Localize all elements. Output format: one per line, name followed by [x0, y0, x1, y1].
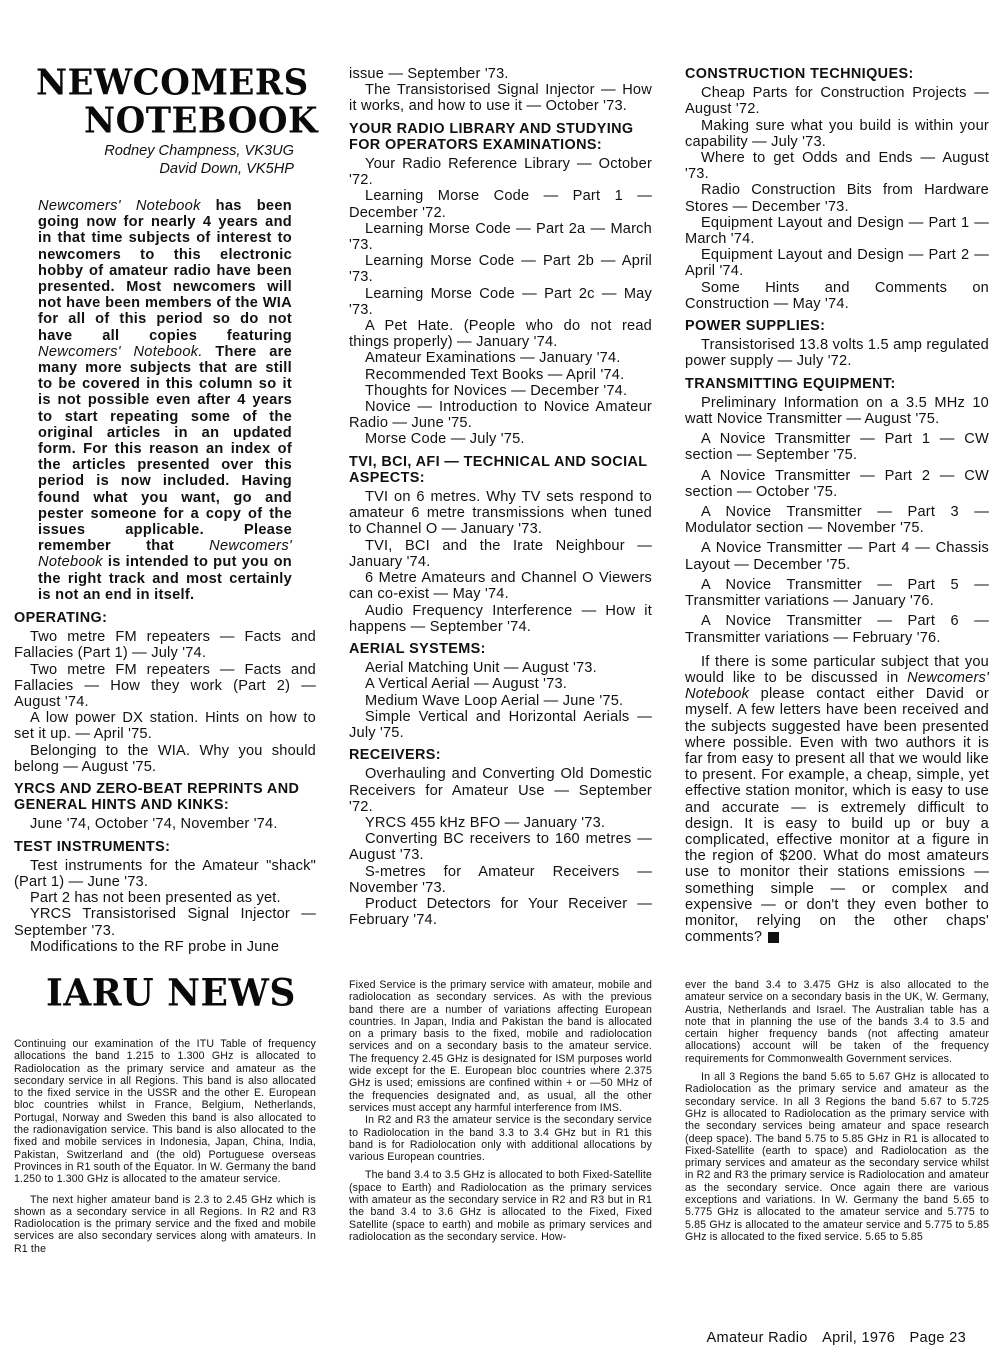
column-2 — [349, 66, 652, 928]
list-item: Thoughts for Novices — December '74. — [365, 382, 628, 399]
list-item: Modifications to the RF probe in June — [30, 938, 280, 955]
list-item: Learning Morse Code — Part 1 — December '72. — [349, 188, 652, 221]
list-item: Audio Frequency Interference — How it happens — September '74. — [349, 602, 652, 635]
intro-italic-1: Newcomers' Notebook — [38, 198, 201, 214]
list-item: Transistorised 13.8 volts 1.5 amp regulated power supply — July '72. — [685, 337, 989, 370]
intro-italic-2: Newcomers' Notebook. — [38, 343, 203, 360]
list-item: Converting BC receivers to 160 metres — August '73. — [349, 831, 652, 864]
list-item: A Novice Transmitter — Part 6 — Transmitter variations — February '76. — [685, 613, 989, 646]
article-title-line1: NEWCOMERS — [36, 62, 309, 104]
article-title-line2: NOTEBOOK — [84, 100, 319, 142]
end-mark-icon — [768, 932, 779, 943]
byline — [100, 142, 294, 178]
list-item: June '74, October '74, November '74. — [30, 816, 278, 833]
section-aerial-systems: AERIAL SYSTEMS: — [349, 640, 486, 657]
iaru-column-3 — [685, 979, 989, 1243]
list-item: Morse Code — July '75. — [365, 431, 525, 448]
list-item: A Novice Transmitter — Part 1 — CW section — September '75. — [685, 431, 989, 464]
iaru-column-1 — [14, 1038, 316, 1255]
closing-italic: Newcomers' Notebook — [685, 669, 989, 703]
list-item: Where to get Odds and Ends — August '73. — [685, 150, 989, 183]
list-item: YRCS 455 kHz BFO — January '73. — [365, 814, 606, 831]
section-transmitting: TRANSMITTING EQUIPMENT: — [685, 375, 896, 392]
iaru-paragraph: The next higher amateur band is 2.3 to 2.45 GHz which is shown as a secondary service in all Regions. In R2 and R3 Radiolocation is the primary service and the fixed and mobile services are also secondary services along with amateurs. In R1 the — [14, 1193, 316, 1255]
column-3 — [685, 66, 989, 945]
list-item: A Vertical Aerial — August '73. — [365, 676, 568, 693]
section-operating: OPERATING: — [14, 610, 108, 626]
section-test-instruments: TEST INSTRUMENTS: — [14, 838, 171, 855]
list-item: Two metre FM repeaters — Facts and Fallacies (Part 1) — July '74. — [14, 629, 316, 662]
list-item: A Novice Transmitter — Part 2 — CW section — October '75. — [685, 467, 989, 500]
section-radio-library: YOUR RADIO LIBRARY AND STUDYING FOR OPERATORS EXAMINATIONS: — [349, 120, 634, 153]
list-item: Making sure what you build is within your capability — July '73. — [685, 117, 989, 150]
list-item: Recommended Text Books — April '74. — [365, 366, 625, 383]
list-item: Amateur Examinations — January '74. — [365, 350, 621, 367]
closing-text-2: please contact either David or myself. A few letters have been received and the subjects suggested have been presented where possible. Even with two authors it is far from easy to present all that we would like to present. For example, a cheap, simple, yet effective station monitor, which is easy to use and accurate — is extremely difficult to design. It is easy to build up or buy a complicated, effective monitor at a figure in the region of $200. What do most amateurs use to monitor their stations emissions — something simple — or complex and expensive — or don't they even bother to monitor, relying on the other chaps' comments? — [685, 686, 989, 946]
column-1 — [14, 604, 316, 955]
footer-date: April, 1976 — [822, 1330, 896, 1346]
list-item: A Novice Transmitter — Part 5 — Transmitter variations — January '76. — [685, 576, 989, 610]
list-item: A Novice Transmitter — Part 3 — Modulator section — November '75. — [685, 504, 989, 537]
author-1: Rodney Champness, VK3UG — [104, 143, 294, 159]
section-yrcs: YRCS AND ZERO-BEAT REPRINTS AND GENERAL HINTS AND KINKS: — [14, 781, 300, 814]
list-item: Learning Morse Code — Part 2c — May '73. — [349, 285, 652, 318]
list-item: Equipment Layout and Design — Part 1 — March '74. — [685, 214, 989, 248]
list-item: Equipment Layout and Design — Part 2 — April '74. — [685, 247, 989, 280]
list-item: TVI on 6 metres. Why TV sets respond to amateur 6 metre transmissions when tuned to Channel O — January '73. — [349, 489, 652, 538]
list-item: A low power DX station. Hints on how to set it up. — April '75. — [14, 710, 316, 743]
list-item: Test instruments for the Amateur "shack" (Part 1) — June '73. — [14, 857, 316, 891]
intro-text-3: is intended to put you on the right track and most certainly is not an end in itself. — [38, 554, 292, 603]
iaru-paragraph: The band 3.4 to 3.5 GHz is allocated to both Fixed-Satellite (space to Earth) and Radiolocation as the primary services with amateur as the secondary service in R2 and R3 but in R1 the band 3.4 to 3.6 GHz is allocated to the Fixed, Fixed Satellite (space to earth) and mobile as primary services and radiolocation as the secondary service. How- — [349, 1169, 652, 1243]
list-item: Aerial Matching Unit — August '73. — [365, 660, 597, 677]
iaru-paragraph: In R2 and R3 the amateur service is the secondary service to Radiolocation in the band 3.3 to 3.4 GHz but in R1 this band is for Radiolocation only with additional allocations by various European countries. — [349, 1114, 652, 1164]
section-tvi: TVI, BCI, AFI — TECHNICAL AND SOCIAL ASPECTS: — [349, 453, 648, 486]
list-item: Radio Construction Bits from Hardware Stores — December '73. — [685, 182, 989, 215]
list-item: Simple Vertical and Horizontal Aerials — July '75. — [349, 708, 652, 741]
iaru-paragraph: Fixed Service is the primary service with amateur, mobile and radiolocation as secondary services. As with the previous band there are a number of variations affecting European countries. In Japan, India and Pakistan the band is allocated on a primary basis to the fixed, mobile and radiolocation services and on a secondary basis to the amateur service. The frequency 2.45 GHz is designated for ISM purposes world wide except for the E. European bloc countries where 2.375 GHz is used; emissions are confined within + or —50 MHz of the frequencies designated and, as usual, all the other services must accept any harmful interference from IMS. — [349, 979, 652, 1114]
list-item: Medium Wave Loop Aerial — June '75. — [365, 692, 624, 709]
list-item: Part 2 has not been presented as yet. — [30, 890, 281, 907]
iaru-column-2 — [349, 979, 652, 1243]
list-item: YRCS Transistorised Signal Injector — September '73. — [14, 906, 316, 939]
closing-paragraph — [685, 654, 989, 946]
list-item: Preliminary Information on a 3.5 MHz 10 watt Novice Transmitter — August '75. — [685, 394, 989, 428]
iaru-title: IARU NEWS — [46, 970, 296, 1016]
list-item: Your Radio Reference Library — October '72. — [349, 156, 652, 189]
list-item: issue — September '73. — [349, 66, 509, 82]
list-item: Novice — Introduction to Novice Amateur Radio — June '75. — [349, 399, 652, 432]
closing-text-1: If there is some particular subject that you would like to be discussed in — [685, 653, 989, 686]
list-item: A Pet Hate. (People who do not read things properly) — January '74. — [349, 318, 652, 351]
list-item: A Novice Transmitter — Part 4 — Chassis Layout — December '75. — [685, 540, 989, 573]
page-footer — [696, 1330, 966, 1346]
list-item: Product Detectors for Your Receiver — February '74. — [349, 895, 652, 929]
iaru-paragraph: In all 3 Regions the band 5.65 to 5.67 GHz is allocated to Radiolocation as the primary service and amateur as the secondary service. In all 3 Regions the band 5.67 to 5.725 GHz is allocated to Radiolocation as the primary service with the secondary services being amateur and space research (deep space). The band 5.75 to 5.85 GHz in R1 is allocated to Fixed-Satellite (earth to space) and Radiolocation as the primary services and amateur as the secondary service whilst in R2 and R3 the primary service is Radiolocation and amateur as the secondary service. Once again there are various exceptions and variations. In W. Germany the band 5.65 to 5.775 GHz is allocated to the amateur service and 5.775 to 5.85 GHz is allocated to the amateur service and 5.775 to 5.85 GHz is allocated to the fixed service. 5.65 to 5.85 — [685, 1071, 989, 1243]
list-item: Some Hints and Comments on Construction — May '74. — [685, 279, 989, 312]
list-item: S-metres for Amateur Receivers — November '73. — [349, 863, 652, 896]
list-item: Belonging to the WIA. Why you should belong — August '75. — [14, 742, 316, 775]
list-item: Learning Morse Code — Part 2b — April '73. — [349, 253, 652, 286]
intro-paragraph — [38, 198, 292, 603]
section-construction: CONSTRUCTION TECHNIQUES: — [685, 66, 914, 82]
intro-text-1: has been going now for nearly 4 years and in that time subjects of interest to newcomers to this electronic hobby of amateur radio have been presented. Most newcomers will not have been members of the WIA for all of this period so do not have all copies featuring — [38, 198, 292, 344]
list-item: The Transistorised Signal Injector — How it works, and how to use it — October '73. — [349, 82, 652, 115]
list-item: Learning Morse Code — Part 2a — March '73. — [349, 220, 652, 254]
footer-magazine: Amateur Radio — [706, 1330, 808, 1346]
list-item: 6 Metre Amateurs and Channel O Viewers can co-exist — May '74. — [349, 570, 652, 603]
iaru-paragraph: ever the band 3.4 to 3.475 GHz is also allocated to the amateur service on a secondary basis in the UK, W. Germany, Austria, Netherlands and Israel. The Australian table has a note that in planning the use of the bands 3.4 to 3.5 and certain higher frequency bands (not affecting amateur allocations) account will be taken of the frequency requirements for Commonwealth Government services. — [685, 979, 989, 1065]
intro-text-2: There are many more subjects that are still to be covered in this column so it is not possible even after 4 years to start repeating some of the original articles in an updated form. For this reason an index of the articles presented over this period is now included. Having found what you want, go and pester someone for a copy of the issues applicable. Please remember that — [38, 343, 293, 555]
footer-page-number: Page 23 — [909, 1330, 966, 1346]
section-power-supplies: POWER SUPPLIES: — [685, 318, 826, 335]
intro-italic-3: Newcomers' Notebook — [38, 538, 292, 571]
author-2: David Down, VK5HP — [159, 161, 294, 177]
list-item: Cheap Parts for Construction Projects — August '72. — [685, 85, 989, 118]
list-item: Two metre FM repeaters — Facts and Fallacies — How they work (Part 2) — August '74. — [14, 661, 316, 711]
list-item: Overhauling and Converting Old Domestic Receivers for Amateur Use — September '72. — [349, 766, 652, 815]
iaru-paragraph: Continuing our examination of the ITU Table of frequency allocations the band 1.215 to 1.300 GHz is allocated to Radiolocation as the primary service and amateur as the secondary service in all Regions. This band is also allocated to the fixed service in the USSR and the other E. European bloc countries whilst in France, Belgium, Netherlands, Portugal, Norway and Sweden this band is also allocated to the radionavigation service. This band is also allocated to the fixed and mobile services in Indonesia, Japan, China, India, Pakistan, Switzerland and (the old) Portuguese overseas Provinces in R1 south of the Equator. In W. Germany the band 1.250 to 1.300 GHz is allocated to the amateur service. — [14, 1038, 316, 1186]
list-item: TVI, BCI and the Irate Neighbour — January '74. — [349, 537, 652, 570]
section-receivers: RECEIVERS: — [349, 747, 441, 764]
